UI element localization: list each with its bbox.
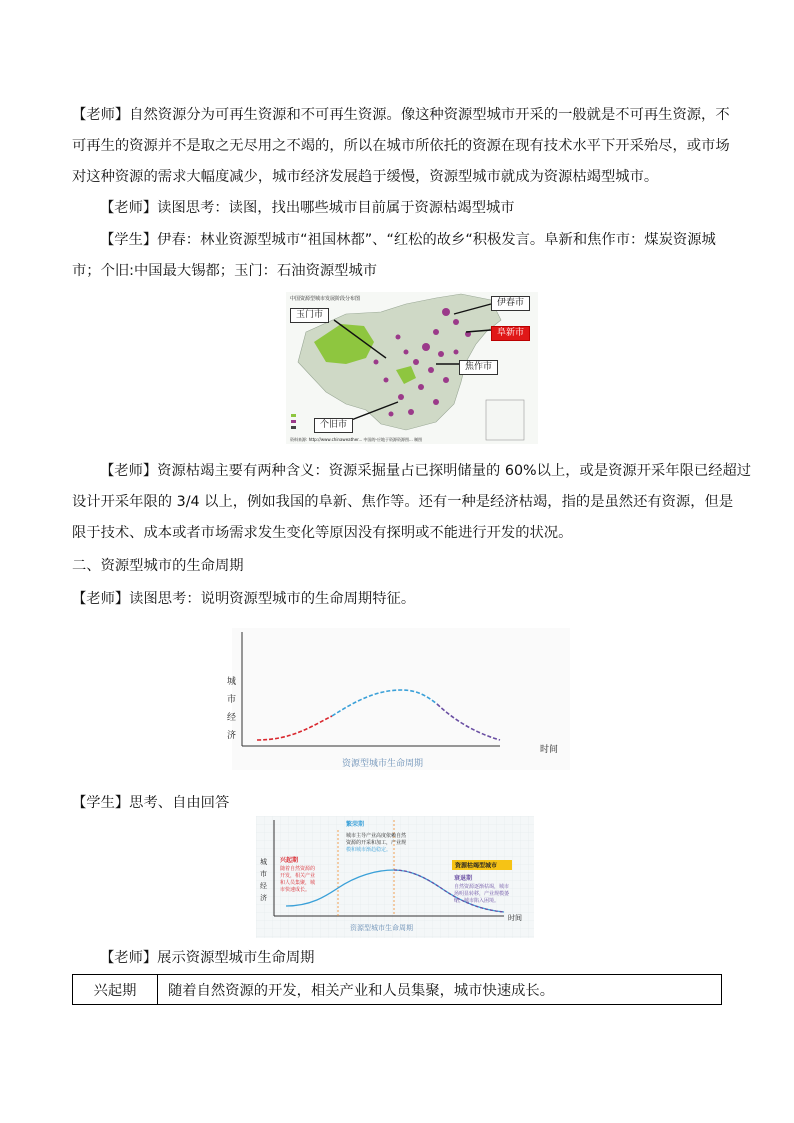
ylabel-char-4: 济 — [227, 731, 237, 741]
ylabel2-char-3: 经 — [260, 882, 267, 890]
mature-text-1: 城市主导产业高度依赖自然 — [346, 833, 407, 839]
curve-decline — [437, 704, 500, 740]
stage-cell: 兴起期 — [73, 975, 158, 1005]
label-yumen: 玉门市 — [290, 308, 329, 323]
decline-title: 衰退期 — [454, 875, 473, 882]
map-title: 中国资源型城市发展阶段分布图 — [290, 296, 361, 302]
para-6: 【学生】思考、自由回答 — [72, 795, 230, 811]
label-yichun: 伊春市 — [491, 296, 530, 311]
para-3-line-1: 【学生】伊春：林业资源型城市“祖国林都”、“红松的故乡“积极发言。阜新和焦作市：煤炭资源城 — [100, 232, 716, 248]
ylabel2-char-2: 市 — [260, 870, 267, 878]
lifecycle-chart-2-svg — [256, 816, 534, 938]
rise-text-4: 市快速成长。 — [280, 887, 311, 893]
lifecycle-chart-2 — [256, 816, 534, 938]
section-heading: 二、资源型城市的生命周期 — [72, 558, 244, 574]
ylabel2-char-4: 济 — [260, 894, 267, 902]
decline-text-1: 自然资源逐渐枯竭，城市 — [454, 884, 510, 890]
rise-title: 兴起期 — [280, 857, 299, 864]
para-3-line-2: 市；个旧:中国最大锡都；玉门：石油资源型城市 — [72, 263, 378, 279]
ylabel-char-3: 经 — [227, 713, 237, 723]
south-sea-inset — [486, 400, 524, 440]
rise-text-2: 开发，相关产业 — [280, 873, 316, 879]
para-1-line-2: 可再生的资源并不是取之无尽用之不竭的，所以在城市所依托的资源在现有技术水平下开采殆尽，或市场 — [72, 138, 730, 154]
mature-text-2: 资源的开采和加工，产业规 — [346, 840, 407, 846]
para-1-line-1: 【老师】自然资源分为可再生资源和不可再生资源。像这种资源型城市开采的一般就是不可再生资源，不 — [72, 107, 730, 123]
para-4-line-1: 【老师】资源枯竭主要有两种含义：资源采掘量占已探明储量的 60%以上，或是资源开采年限已经超过 — [100, 463, 752, 479]
ylabel-char-2: 市 — [227, 695, 237, 705]
para-5: 【老师】读图思考：说明资源型城市的生命周期特征。 — [72, 591, 416, 607]
lifecycle-chart-1-svg — [227, 628, 570, 770]
map-legend — [291, 414, 296, 429]
para-1-line-3: 对这种资源的需求大幅度减少，城市经济发展趋于缓慢，资源型城市就成为资源枯竭型城市。 — [72, 169, 659, 185]
map-source: 资料来源: http://www.chinaweather... 中国的-应地于资源资源图... 制图 — [290, 437, 423, 442]
chart2-caption: 资源型城市生命周期 — [350, 924, 413, 932]
mature-title: 繁荣期 — [346, 821, 365, 828]
decline-text-3: 缩，城市陷入困境。 — [454, 898, 500, 904]
ylabel-char-1: 城 — [227, 677, 237, 687]
ylabel2-char-1: 城 — [260, 858, 267, 866]
para-2: 【老师】读图思考：读图，找出哪些城市目前属于资源枯竭型城市 — [100, 200, 515, 216]
chart1-caption: 资源型城市生命周期 — [342, 759, 424, 769]
para-4-line-2: 设计开采年限的 3/4 以上，例如我国的阜新、焦作等。还有一种是经济枯竭，指的是虽然还有资源，但是 — [72, 494, 734, 510]
mature-text-3: 模和城市渐趋稳定。 — [346, 847, 392, 853]
label-fuxin: 阜新市 — [491, 326, 530, 341]
label-jiaozuo: 焦作市 — [459, 360, 498, 375]
lifecycle-table — [72, 974, 722, 1005]
label-gejiu: 个旧市 — [314, 418, 353, 433]
rise-text-3: 和人员集聚，城 — [280, 880, 316, 886]
curve-rise — [257, 716, 332, 740]
para-4-line-3: 限于技术、成本或者市场需求发生变化等原因没有探明或不能进行开发的状况。 — [72, 525, 573, 541]
resource-city-map — [286, 292, 538, 444]
rise-text-1: 随着自然资源的 — [280, 866, 316, 872]
decline-text-2: 场明显转移，产业规模萎 — [454, 891, 510, 897]
xlabel-2: 时间 — [508, 914, 522, 922]
lifecycle-chart-1 — [227, 628, 570, 770]
para-7: 【老师】展示资源型城市生命周期 — [100, 950, 315, 966]
curve-mature — [332, 690, 437, 716]
table-row — [73, 975, 722, 1005]
desc-cell: 随着自然资源的开发，相关产业和人员集聚，城市快速成长。 — [158, 975, 722, 1005]
xlabel: 时间 — [540, 745, 559, 755]
exhausted-label: 资源枯竭型城市 — [455, 862, 498, 870]
